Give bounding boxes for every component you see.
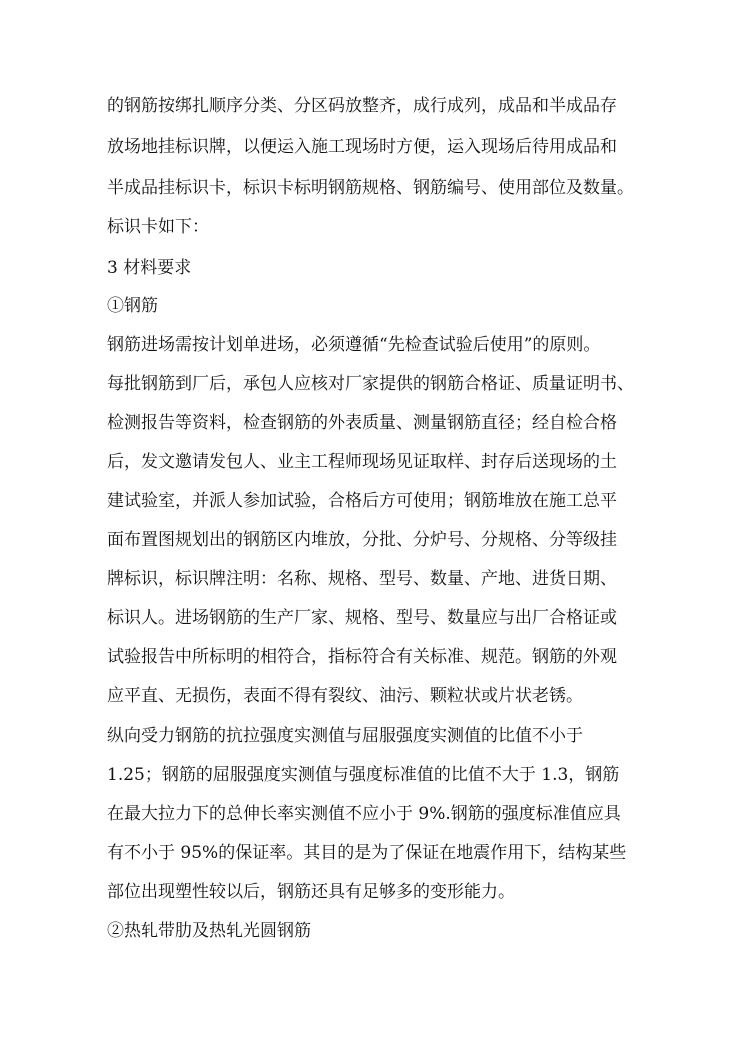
text-line: 标识卡如下：	[107, 217, 209, 237]
subsection-heading: ②热轧带肋及热轧光圆钢筋	[107, 921, 311, 941]
text-line: 纵向受力钢筋的抗拉强度实测值与屈服强度实测值的比值不小于	[107, 726, 583, 746]
text-line: 有不小于 95%的保证率。其目的是为了保证在地震作用下，结构某些	[107, 843, 627, 863]
text-line: 面布置图规划出的钢筋区内堆放，分批、分炉号、分规格、分等级挂	[107, 530, 617, 550]
text-line: 部位出现塑性较以后，钢筋还具有足够多的变形能力。	[107, 882, 515, 902]
text-line: 标识人。进场钢筋的生产厂家、规格、型号、数量应与出厂合格证或	[107, 608, 617, 628]
text-line: 半成品挂标识卡，标识卡标明钢筋规格、钢筋编号、使用部位及数量。	[107, 178, 634, 198]
text-line: 每批钢筋到厂后，承包人应核对厂家提供的钢筋合格证、质量证明书、	[107, 374, 634, 394]
text-line: 应平直、无损伤，表面不得有裂纹、油污、颗粒状或片状老锈。	[107, 686, 583, 706]
text-line: 牌标识，标识牌注明：名称、规格、型号、数量、产地、进货日期、	[107, 569, 617, 589]
text-line: 后，发文邀请发包人、业主工程师现场见证取样、封存后送现场的土	[107, 452, 617, 472]
text-line: 1.25；钢筋的屈服强度实测值与强度标准值的比值不大于 1.3，钢筋	[107, 765, 620, 785]
text-line: 放场地挂标识牌，以便运入施工现场时方便，运入现场后待用成品和	[107, 137, 617, 157]
text-line: 钢筋进场需按计划单进场，必须遵循“先检查试验后使用”的原则。	[107, 335, 601, 355]
subsection-heading: ①钢筋	[107, 296, 158, 316]
text-line: 在最大拉力下的总伸长率实测值不应小于 9%.钢筋的强度标准值应具	[107, 804, 621, 824]
text-line: 检测报告等资料，检查钢筋的外表质量、测量钢筋直径；经自检合格	[107, 413, 617, 433]
text-line: 试验报告中所标明的相符合，指标符合有关标准、规范。钢筋的外观	[107, 647, 617, 667]
text-line: 的钢筋按绑扎顺序分类、分区码放整齐，成行成列，成品和半成品存	[107, 96, 617, 116]
text-line: 建试验室，并派人参加试验，合格后方可使用；钢筋堆放在施工总平	[107, 491, 617, 511]
section-heading: 3 材料要求	[107, 258, 192, 278]
